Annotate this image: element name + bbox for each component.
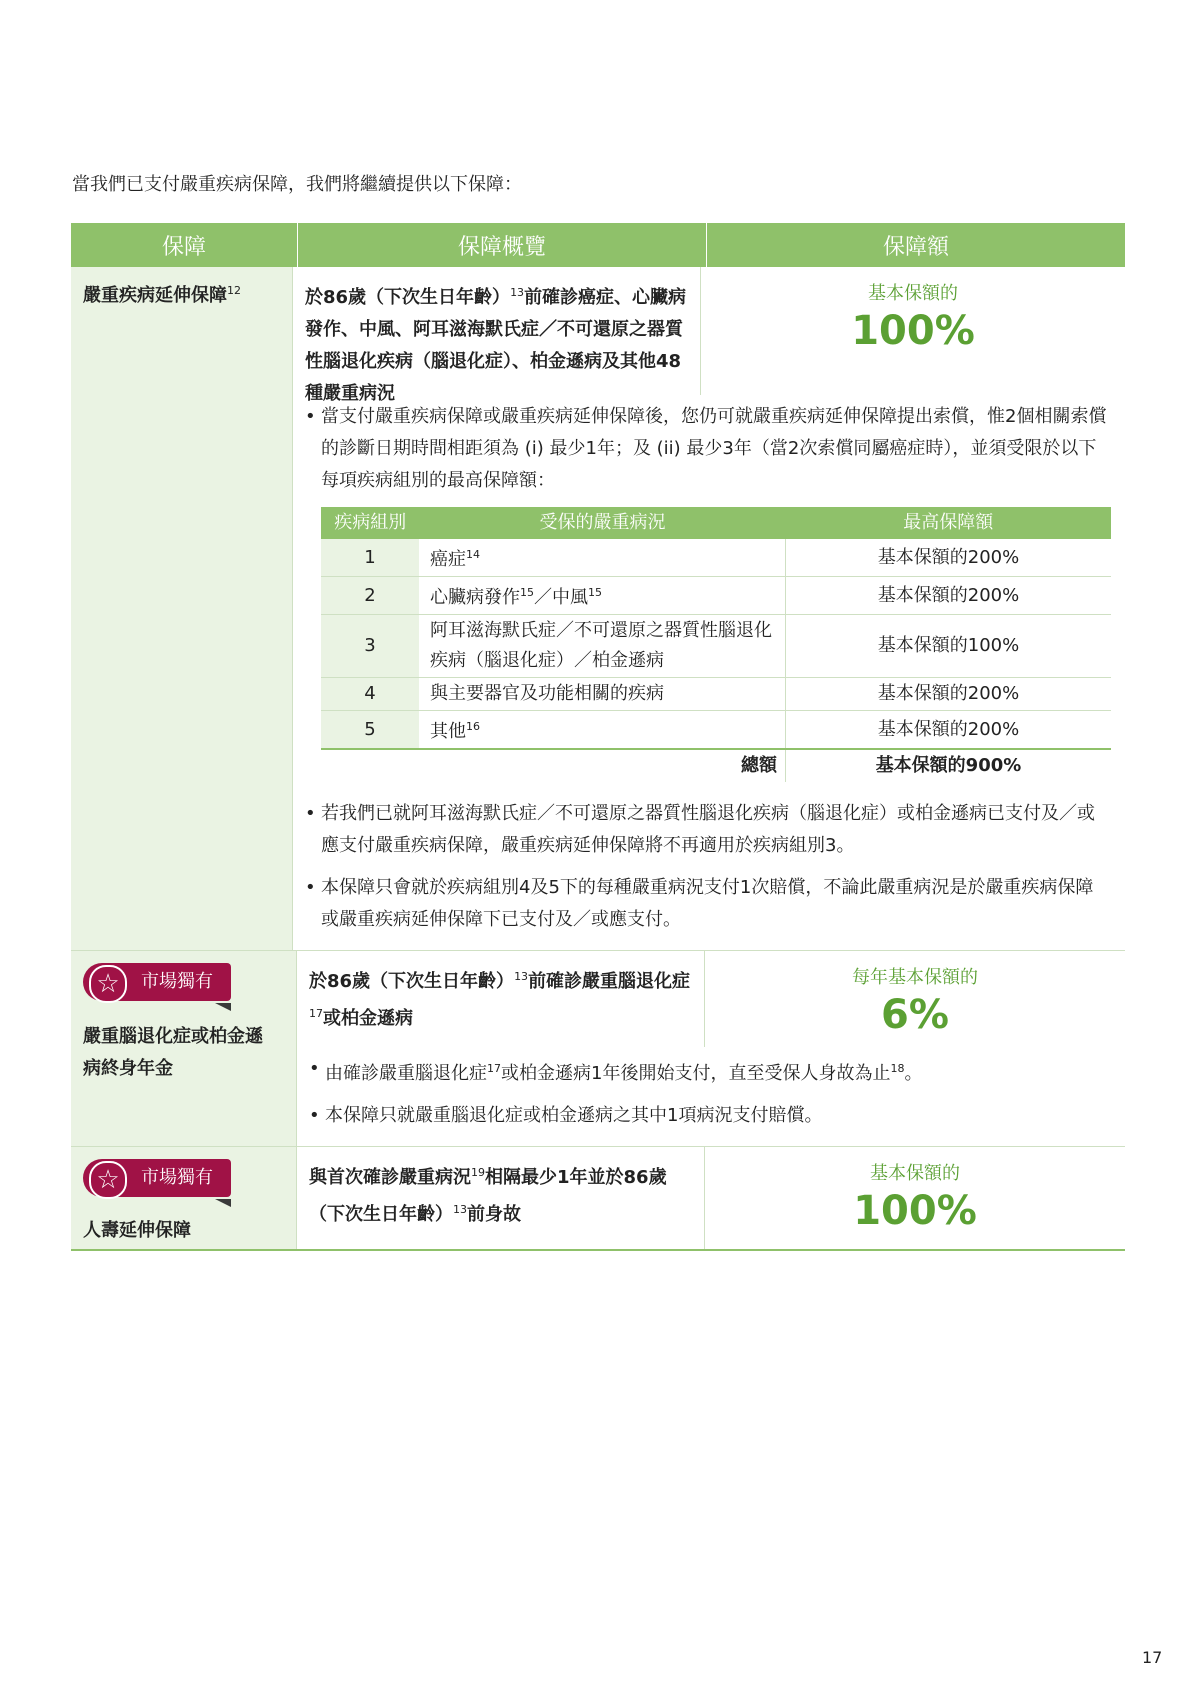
- row2-title: 嚴重腦退化症或柏金遜病終身年金: [83, 1026, 263, 1079]
- star-icon: ☆: [89, 1161, 127, 1199]
- page-number: 17: [1142, 1648, 1163, 1667]
- col-group: 疾病組別: [321, 507, 420, 539]
- star-icon: ☆: [89, 965, 127, 1003]
- row-ci-extension: [71, 267, 1125, 951]
- header-benefit: 保障: [71, 223, 298, 267]
- row2-amount-label: 每年基本保額的: [852, 967, 978, 988]
- table-row: 4 與主要器官及功能相關的疾病 基本保額的200%: [321, 678, 1111, 711]
- market-exclusive-badge: ☆ 市場獨有: [83, 963, 231, 1005]
- row2-bullet-2: • 本保障只就嚴重腦退化症或柏金遜病之其中1項病況支付賠償。: [309, 1105, 823, 1126]
- row-dementia-annuity: [71, 951, 1125, 1147]
- disease-group-table: [321, 507, 1111, 782]
- market-exclusive-badge: ☆ 市場獨有: [83, 1159, 231, 1201]
- row3-title: 人壽延伸保障: [83, 1220, 191, 1241]
- table-row: 2 心臟病發作$^{15}$／中風$^{15}$ 基本保額的200%: [321, 577, 1111, 615]
- table-row: 3 阿耳滋海默氏症／不可還原之器質性腦退化疾病（腦退化症）／柏金遜病 基本保額的100%: [321, 615, 1111, 678]
- row3-amount-label: 基本保額的: [870, 1163, 960, 1184]
- col-max: 最高保障額: [786, 507, 1112, 539]
- intro-text: 當我們已支付嚴重疾病保障，我們將繼續提供以下保障：: [72, 174, 522, 195]
- row1-amount: [701, 267, 1125, 395]
- row1-bullet-2: • 若我們已就阿耳滋海默氏症／不可還原之器質性腦退化疾病（腦退化症）或柏金遜病已支付及／或應支付嚴重疾病保障，嚴重疾病延伸保障將不再適用於疾病組別3。: [305, 803, 1095, 856]
- row-life-extension: [71, 1147, 1125, 1251]
- row1-bullet-3: • 本保障只會就於疾病組別4及5下的每種嚴重病況支付1次賠償，不論此嚴重病況是於嚴重疾病保障或嚴重疾病延伸保障下已支付及／或應支付。: [305, 877, 1094, 930]
- col-condition: 受保的嚴重病況: [420, 507, 786, 539]
- row1-amount-value: 100%: [851, 308, 975, 354]
- row3-label-cell: [71, 1147, 297, 1249]
- row2-amount: [705, 951, 1125, 1047]
- row2-amount-value: 6%: [881, 992, 949, 1038]
- row2-bullet-1: • 由確診嚴重腦退化症$^{17}$或柏金遜病1年後開始支付，直至受保人身故為止$^{18}$。: [309, 1058, 923, 1084]
- row1-label-cell: [71, 267, 293, 950]
- row2-description: 於86歲（下次生日年齡）$^{13}$前確診嚴重腦退化症$^{17}$或柏金遜病: [297, 951, 705, 1047]
- row2-label-cell: [71, 951, 297, 1146]
- row3-amount: [705, 1147, 1125, 1249]
- table-row: 1 癌症$^{14}$ 基本保額的200%: [321, 539, 1111, 577]
- table-row: 5 其他$^{16}$ 基本保額的200%: [321, 711, 1111, 750]
- table-header: [71, 223, 1125, 267]
- row1-amount-label: 基本保額的: [868, 283, 958, 304]
- header-overview: 保障概覽: [298, 223, 707, 267]
- row1-description: 於86歲（下次生日年齡）$^{13}$前確診癌症、心臟病發作、中風、阿耳滋海默氏症／不可還原之器質性腦退化疾病（腦退化症）、柏金遜病及其他48種嚴重病況: [293, 267, 701, 395]
- row3-description: 與首次確診嚴重病況$^{19}$相隔最少1年並於86歲（下次生日年齡）$^{13}$前身故: [297, 1147, 705, 1249]
- row1-title: 嚴重疾病延伸保障$^{12}$: [83, 284, 241, 306]
- header-amount: 保障額: [882, 234, 949, 260]
- row1-bullet-1: • 當支付嚴重疾病保障或嚴重疾病延伸保障後，您仍可就嚴重疾病延伸保障提出索償，惟2個相關索償的診斷日期時間相距須為 (i) 最少1年；及 (ii) 最少3年（當2次索償同屬癌症時），並須受限於以下每項疾病組別的最高保障額：: [305, 406, 1107, 491]
- table-total-row: 總額 基本保額的900%: [321, 749, 1111, 782]
- benefits-table: [71, 223, 1125, 1251]
- row3-amount-value: 100%: [853, 1188, 977, 1234]
